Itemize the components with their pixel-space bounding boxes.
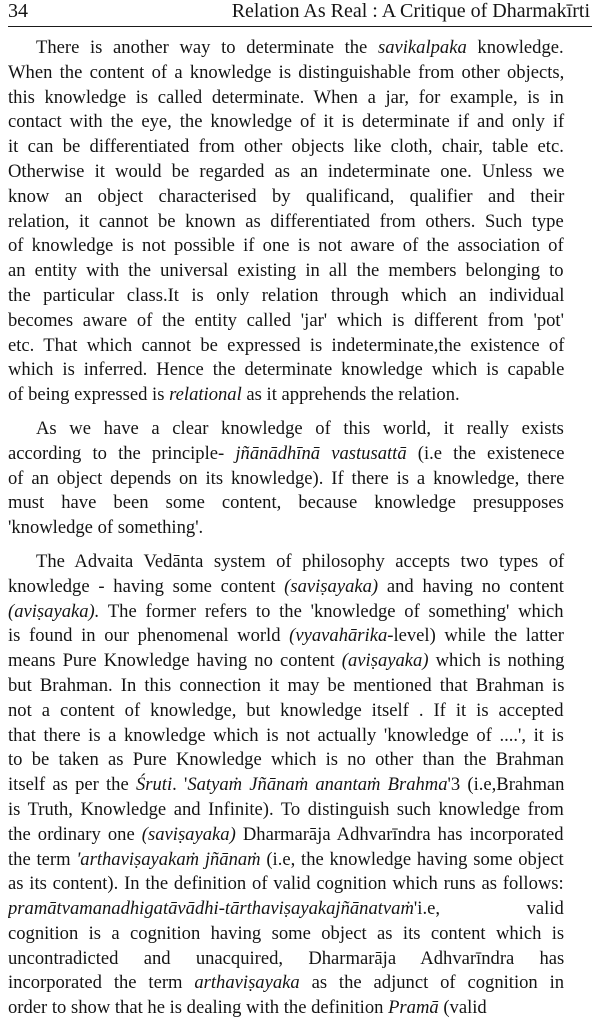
text-line: 'knowledge of something'.	[8, 517, 204, 539]
paragraph-3	[8, 550, 592, 1021]
text-line: the particular class.It is only relation through which an individual	[8, 284, 565, 306]
text-line: know an object characterised by qualificand, qualifier and their	[8, 185, 565, 207]
text-line: the ordinary one (saviṣayaka) Dharmarāja Adhvarīndra has incorporated	[8, 823, 564, 845]
text-line: cognition is a cognition having some object as its content which is	[8, 922, 565, 944]
text-line: incorporated the term arthaviṣayaka as the adjunct of cognition in	[8, 972, 565, 994]
page-header	[8, 0, 592, 27]
text-line: (aviṣayaka). The former refers to the 'knowledge of something' which	[8, 600, 564, 622]
text-line: an entity with the universal existing in all the members belonging to	[8, 260, 564, 282]
text-line: this knowledge is called determinate. When a jar, for example, is in	[8, 86, 564, 108]
text-line: to be taken as Pure Knowledge which is no other than the Brahman	[8, 749, 564, 771]
text-line: must have been some content, because knowledge presupposes	[8, 492, 564, 514]
text-line: itself as per the Śruti. 'Satyaṁ Jñānaṁ anantaṁ Brahma'3 (i.e,Brahman	[8, 774, 565, 796]
body-text	[8, 36, 592, 1021]
text-line: of knowledge is not possible if one is not aware of the association of	[8, 235, 564, 257]
page-number: 34	[8, 0, 28, 22]
text-line: contact with the eye, the knowledge of it is determinate if and only if	[8, 111, 565, 133]
text-line: is found in our phenomenal world (vyavahārika-level) while the latter	[8, 625, 564, 647]
text-line: it can be differentiated from other objects like cloth, chair, table etc.	[8, 136, 564, 158]
running-title: Relation As Real : A Critique of Dharmakīrti	[231, 0, 590, 22]
text-line: which is inferred. Hence the determinate knowledge which is capable	[8, 359, 565, 381]
text-line: knowledge - having some content (saviṣayaka) and having no content	[8, 575, 564, 597]
text-line: When the content of a knowledge is distinguishable from other objects,	[8, 61, 565, 83]
text-line: as its content). In the definition of valid cognition which runs as follows:	[8, 873, 564, 895]
text-line: but Brahman. In this connection it may be mentioned that Brahman is	[8, 674, 565, 696]
text-line: the term 'arthaviṣayakaṁ jñānaṁ (i.e, the knowledge having some object	[8, 848, 564, 870]
text-line: order to show that he is dealing with the definition Pramā (valid	[8, 997, 487, 1019]
text-line: of an object depends on its knowledge). If there is a knowledge, there	[8, 467, 565, 489]
text-line: not a content of knowledge, but knowledge itself . If it is accepted	[8, 699, 564, 721]
text-line: according to the principle- jñānādhīnā vastusattā (i.e the existenece	[8, 442, 565, 464]
text-line: is Truth, Knowledge and Infinite). To distinguish such knowledge from	[8, 798, 564, 820]
text-line: As we have a clear knowledge of this world, it really exists	[36, 417, 564, 439]
text-line: becomes aware of the entity called 'jar' which is different from 'pot'	[8, 309, 564, 331]
text-line: uncontradicted and unacquired, Dharmarāja Adhvarīndra has	[8, 947, 565, 969]
text-line: relation, it cannot be known as differentiated from others. Such type	[8, 210, 564, 232]
text-line: means Pure Knowledge having no content (aviṣayaka) which is nothing	[8, 650, 565, 672]
paragraph-1	[8, 36, 592, 408]
text-line: There is another way to determinate the savikalpaka knowledge.	[36, 37, 564, 58]
text-line: etc. That which cannot be expressed is indeterminate,the existence of	[8, 334, 565, 356]
paragraph-2	[8, 417, 592, 541]
text-line: Otherwise it would be regarded as an indeterminate one. Unless we	[8, 160, 565, 182]
text-line: of being expressed is relational as it apprehends the relation.	[8, 384, 460, 406]
text-line: The Advaita Vedānta system of philosophy accepts two types of	[36, 550, 565, 572]
text-line: that there is a knowledge which is not actually 'knowledge of ....', it is	[8, 724, 564, 746]
text-line: pramātvamanadhigatāvādhi-tārthaviṣayakajñānatvaṁ'i.e, valid	[8, 898, 564, 920]
